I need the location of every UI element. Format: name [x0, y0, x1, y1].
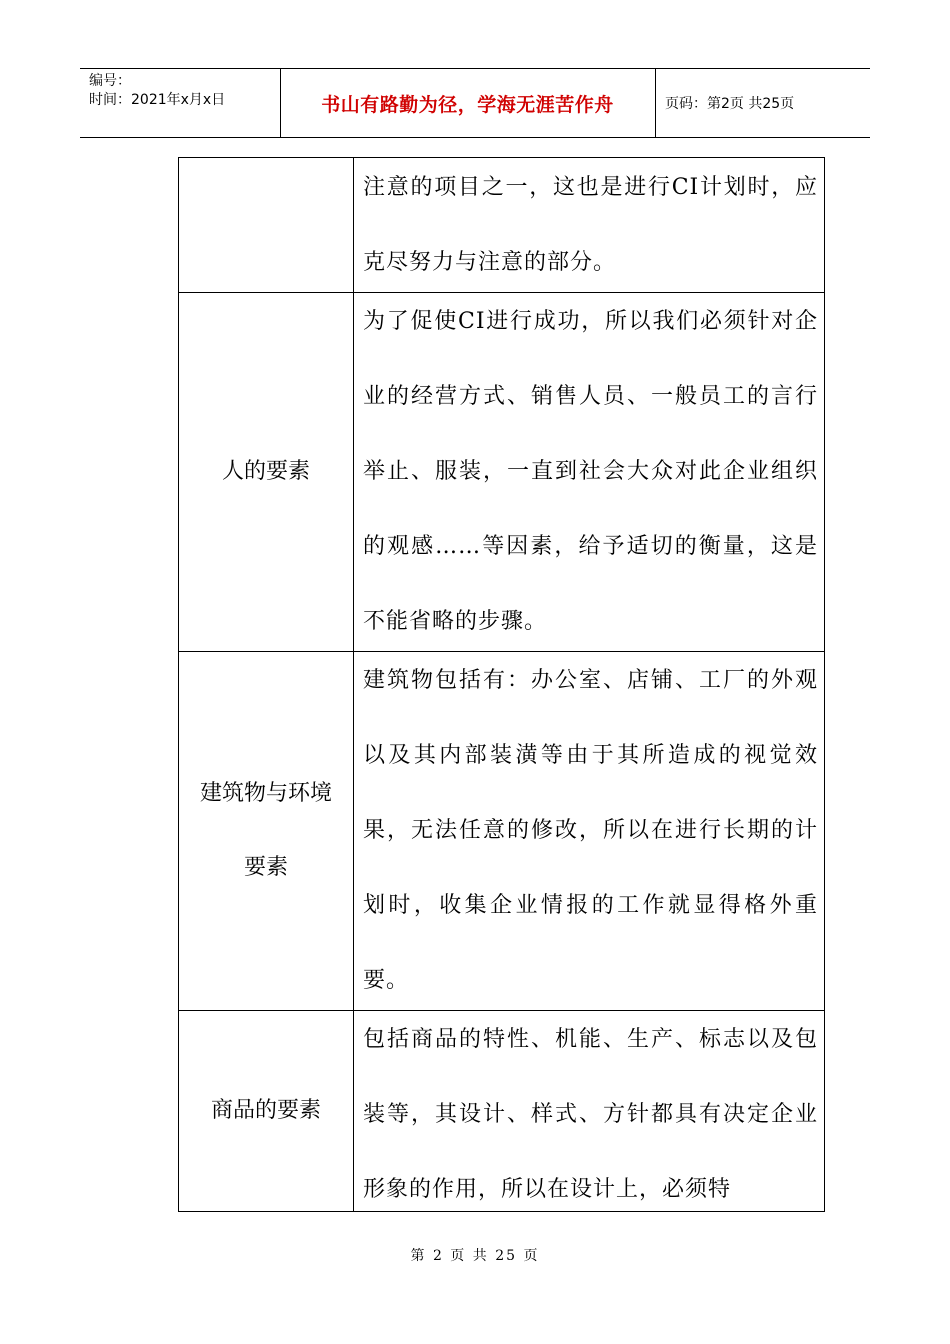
time-label: 时间：2021年x月x日	[89, 92, 226, 108]
column-divider	[353, 158, 354, 1211]
page-header	[80, 68, 870, 138]
content-table	[178, 157, 825, 1212]
header-page-info: 页码：第2页 共25页	[665, 96, 795, 112]
header-meta	[89, 72, 225, 110]
table-row-content: 注意的项目之一，这也是进行CI计划时，应克尽努力与注意的部分。	[363, 175, 818, 275]
number-label: 编号：	[89, 73, 131, 89]
page-footer: 第 2 页 共 25 页	[410, 1248, 540, 1264]
table-row-content: 包括商品的特性、机能、生产、标志以及包装等，其设计、样式、方针都具有决定企业形象的作用，所以在设计上，必须特	[363, 1027, 818, 1202]
header-slogan: 书山有路勤为径，学海无涯苦作舟	[321, 93, 614, 116]
header-divider	[655, 69, 656, 137]
table-row-content: 建筑物包括有：办公室、店铺、工厂的外观以及其内部装潢等由于其所造成的视觉效果，无法任意的修改，所以在进行长期的计划时，收集企业情报的工作就显得格外重要。	[363, 668, 818, 993]
table-row-label	[179, 158, 353, 292]
table-row-label: 建筑物与环境要素	[199, 780, 332, 880]
table-row-label: 商品的要素	[210, 1098, 321, 1123]
table-row-content: 为了促使CI进行成功，所以我们必须针对企业的经营方式、销售人员、一般员工的言行举止、服装，一直到社会大众对此企业组织的观感……等因素，给予适切的衡量，这是不能省略的步骤。	[363, 309, 818, 634]
table-row-label: 人的要素	[221, 458, 310, 484]
